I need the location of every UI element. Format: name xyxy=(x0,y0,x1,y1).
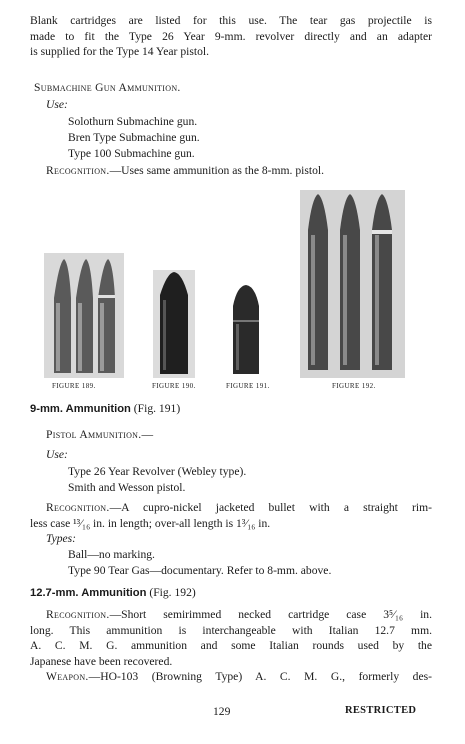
smg-recognition xyxy=(46,163,448,179)
nine-mm-use-item: Type 26 Year Revolver (Webley type). xyxy=(68,465,247,478)
twelve-mm-text-line: A. C. M. G. ammunition and some Italian rounds used by the xyxy=(30,639,432,653)
text-line: made to fit the Type 26 Year 9-mm. revolver directly and an adapter xyxy=(30,29,432,43)
text-line: Blank cartridges are listed for this use. The tear gas projectile is xyxy=(30,14,432,27)
figure-192-caption: FIGURE 192. xyxy=(332,382,376,390)
nine-mm-heading xyxy=(30,401,432,418)
figure-reference: (Fig. 191) xyxy=(130,402,181,415)
nine-mm-use-label: Use: xyxy=(46,448,68,461)
text-line: is supplied for the Type 14 Year pistol. xyxy=(30,45,209,59)
cartridge-icon xyxy=(372,194,392,370)
weapon-line xyxy=(46,669,432,685)
figure-190-caption: FIGURE 190. xyxy=(152,382,196,390)
recognition-label: Recognition. xyxy=(46,501,110,514)
nine-mm-recognition xyxy=(46,500,432,516)
cartridge-icon xyxy=(340,194,360,370)
page-number: 129 xyxy=(213,705,231,718)
nine-mm-types-label: Types: xyxy=(46,532,77,545)
twelve-mm-text-line: long. This ammunition is interchangeable with Italian 12.7 mm. xyxy=(30,623,432,637)
recognition-text: —A cupro-nickel jacketed bullet with a straight rim- xyxy=(109,501,432,514)
intro-paragraph-line3 xyxy=(30,44,432,60)
recognition-label: Recognition. xyxy=(46,164,110,177)
nine-mm-type-item: Ball—no marking. xyxy=(68,548,155,561)
smg-use-item: Solothurn Submachine gun. xyxy=(68,115,198,128)
twelve-mm-heading xyxy=(30,585,432,602)
cartridge-icon xyxy=(308,194,328,370)
figure-190-image xyxy=(153,270,195,378)
recognition-text: —Short semirimmed necked cartridge case 3⁵⁄₁₆ in. xyxy=(109,608,432,621)
intro-paragraph-line2 xyxy=(30,29,432,45)
intro-paragraph xyxy=(30,13,432,29)
weapon-text: —HO-103 (Browning Type) A. C. M. G., formerly des- xyxy=(88,670,432,684)
figure-189-image xyxy=(44,253,124,378)
figure-189-caption: FIGURE 189. xyxy=(52,382,96,390)
smg-heading: Submachine Gun Ammunition. xyxy=(34,81,181,94)
classification-marking: RESTRICTED xyxy=(345,705,417,716)
pistol-ammo-subheading: Pistol Ammunition.— xyxy=(46,428,154,441)
smg-use-item: Bren Type Submachine gun. xyxy=(68,131,200,144)
figure-192-image xyxy=(300,190,405,378)
nine-mm-use-item: Smith and Wesson pistol. xyxy=(68,481,186,494)
nine-mm-type-item: Type 90 Tear Gas—documentary. Refer to 8-mm. above. xyxy=(68,564,332,577)
twelve-mm-text-line: Japanese have been recovered. xyxy=(30,654,173,668)
section-title: 9-mm. Ammunition xyxy=(30,403,131,415)
figure-reference: (Fig. 192) xyxy=(146,586,196,599)
weapon-label: Weapon. xyxy=(46,670,89,684)
figure-191-caption: FIGURE 191. xyxy=(226,382,270,390)
nine-mm-recognition-cont: less case ¹³⁄₁₆ in. in length; over-all length is 1³⁄₁₆ in. xyxy=(30,516,271,530)
recognition-label: Recognition. xyxy=(46,608,110,621)
smg-use-label: Use: xyxy=(46,98,68,111)
section-title: 12.7-mm. Ammunition xyxy=(30,587,147,599)
figure-191-image xyxy=(227,282,265,378)
twelve-mm-recognition xyxy=(46,607,432,623)
recognition-text: —Uses same ammunition as the 8-mm. pistol. xyxy=(109,164,325,177)
smg-use-item: Type 100 Submachine gun. xyxy=(68,147,195,160)
